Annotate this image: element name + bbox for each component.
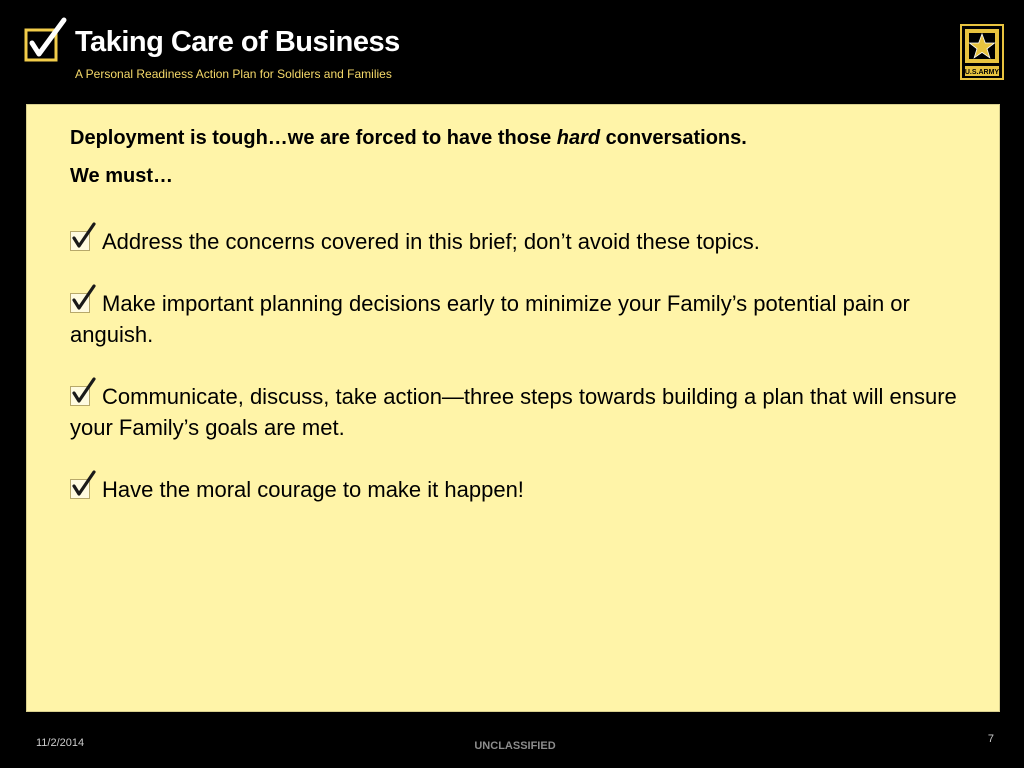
intro-text [70,119,965,195]
intro-line2: We must… [70,165,173,187]
intro-emphasis: hard [556,127,601,149]
action-item-text: Make important planning decisions early to minimize your Family’s potential pain or anguish. [70,291,910,347]
content-body [70,119,965,505]
action-list [70,226,965,505]
page-number: 7 [987,733,994,745]
intro-line1-end: conversations. [600,127,747,149]
checkbox-check-icon [70,479,90,499]
slide-header [0,0,1024,100]
action-item-text: Communicate, discuss, take action—three steps towards building a plan that will ensure your Family’s goals are met. [70,384,957,440]
checkbox-check-icon [70,231,90,251]
checkbox-check-icon [24,16,74,66]
checkbox-check-icon [70,386,90,406]
footer-date: 11/2/2014 [36,737,85,749]
slide-subtitle: A Personal Readiness Action Plan for Soldiers and Families [75,67,392,81]
slide-title: Taking Care of Business [75,26,400,58]
action-item-3 [70,381,965,443]
army-star-logo [960,24,1004,80]
action-item-1 [70,226,965,257]
checkbox-check-icon [70,293,90,313]
intro-line1-start: Deployment is tough…we are forced to have those [70,127,557,149]
action-item-text: Address the concerns covered in this brief; don’t avoid these topics. [102,229,760,254]
action-item-4 [70,474,965,505]
classification-label: UNCLASSIFIED [474,740,556,752]
action-item-text: Have the moral courage to make it happen! [102,477,524,502]
content-panel [26,104,1000,712]
army-logo-text: U.S.ARMY [964,69,1000,76]
action-item-2 [70,288,965,350]
